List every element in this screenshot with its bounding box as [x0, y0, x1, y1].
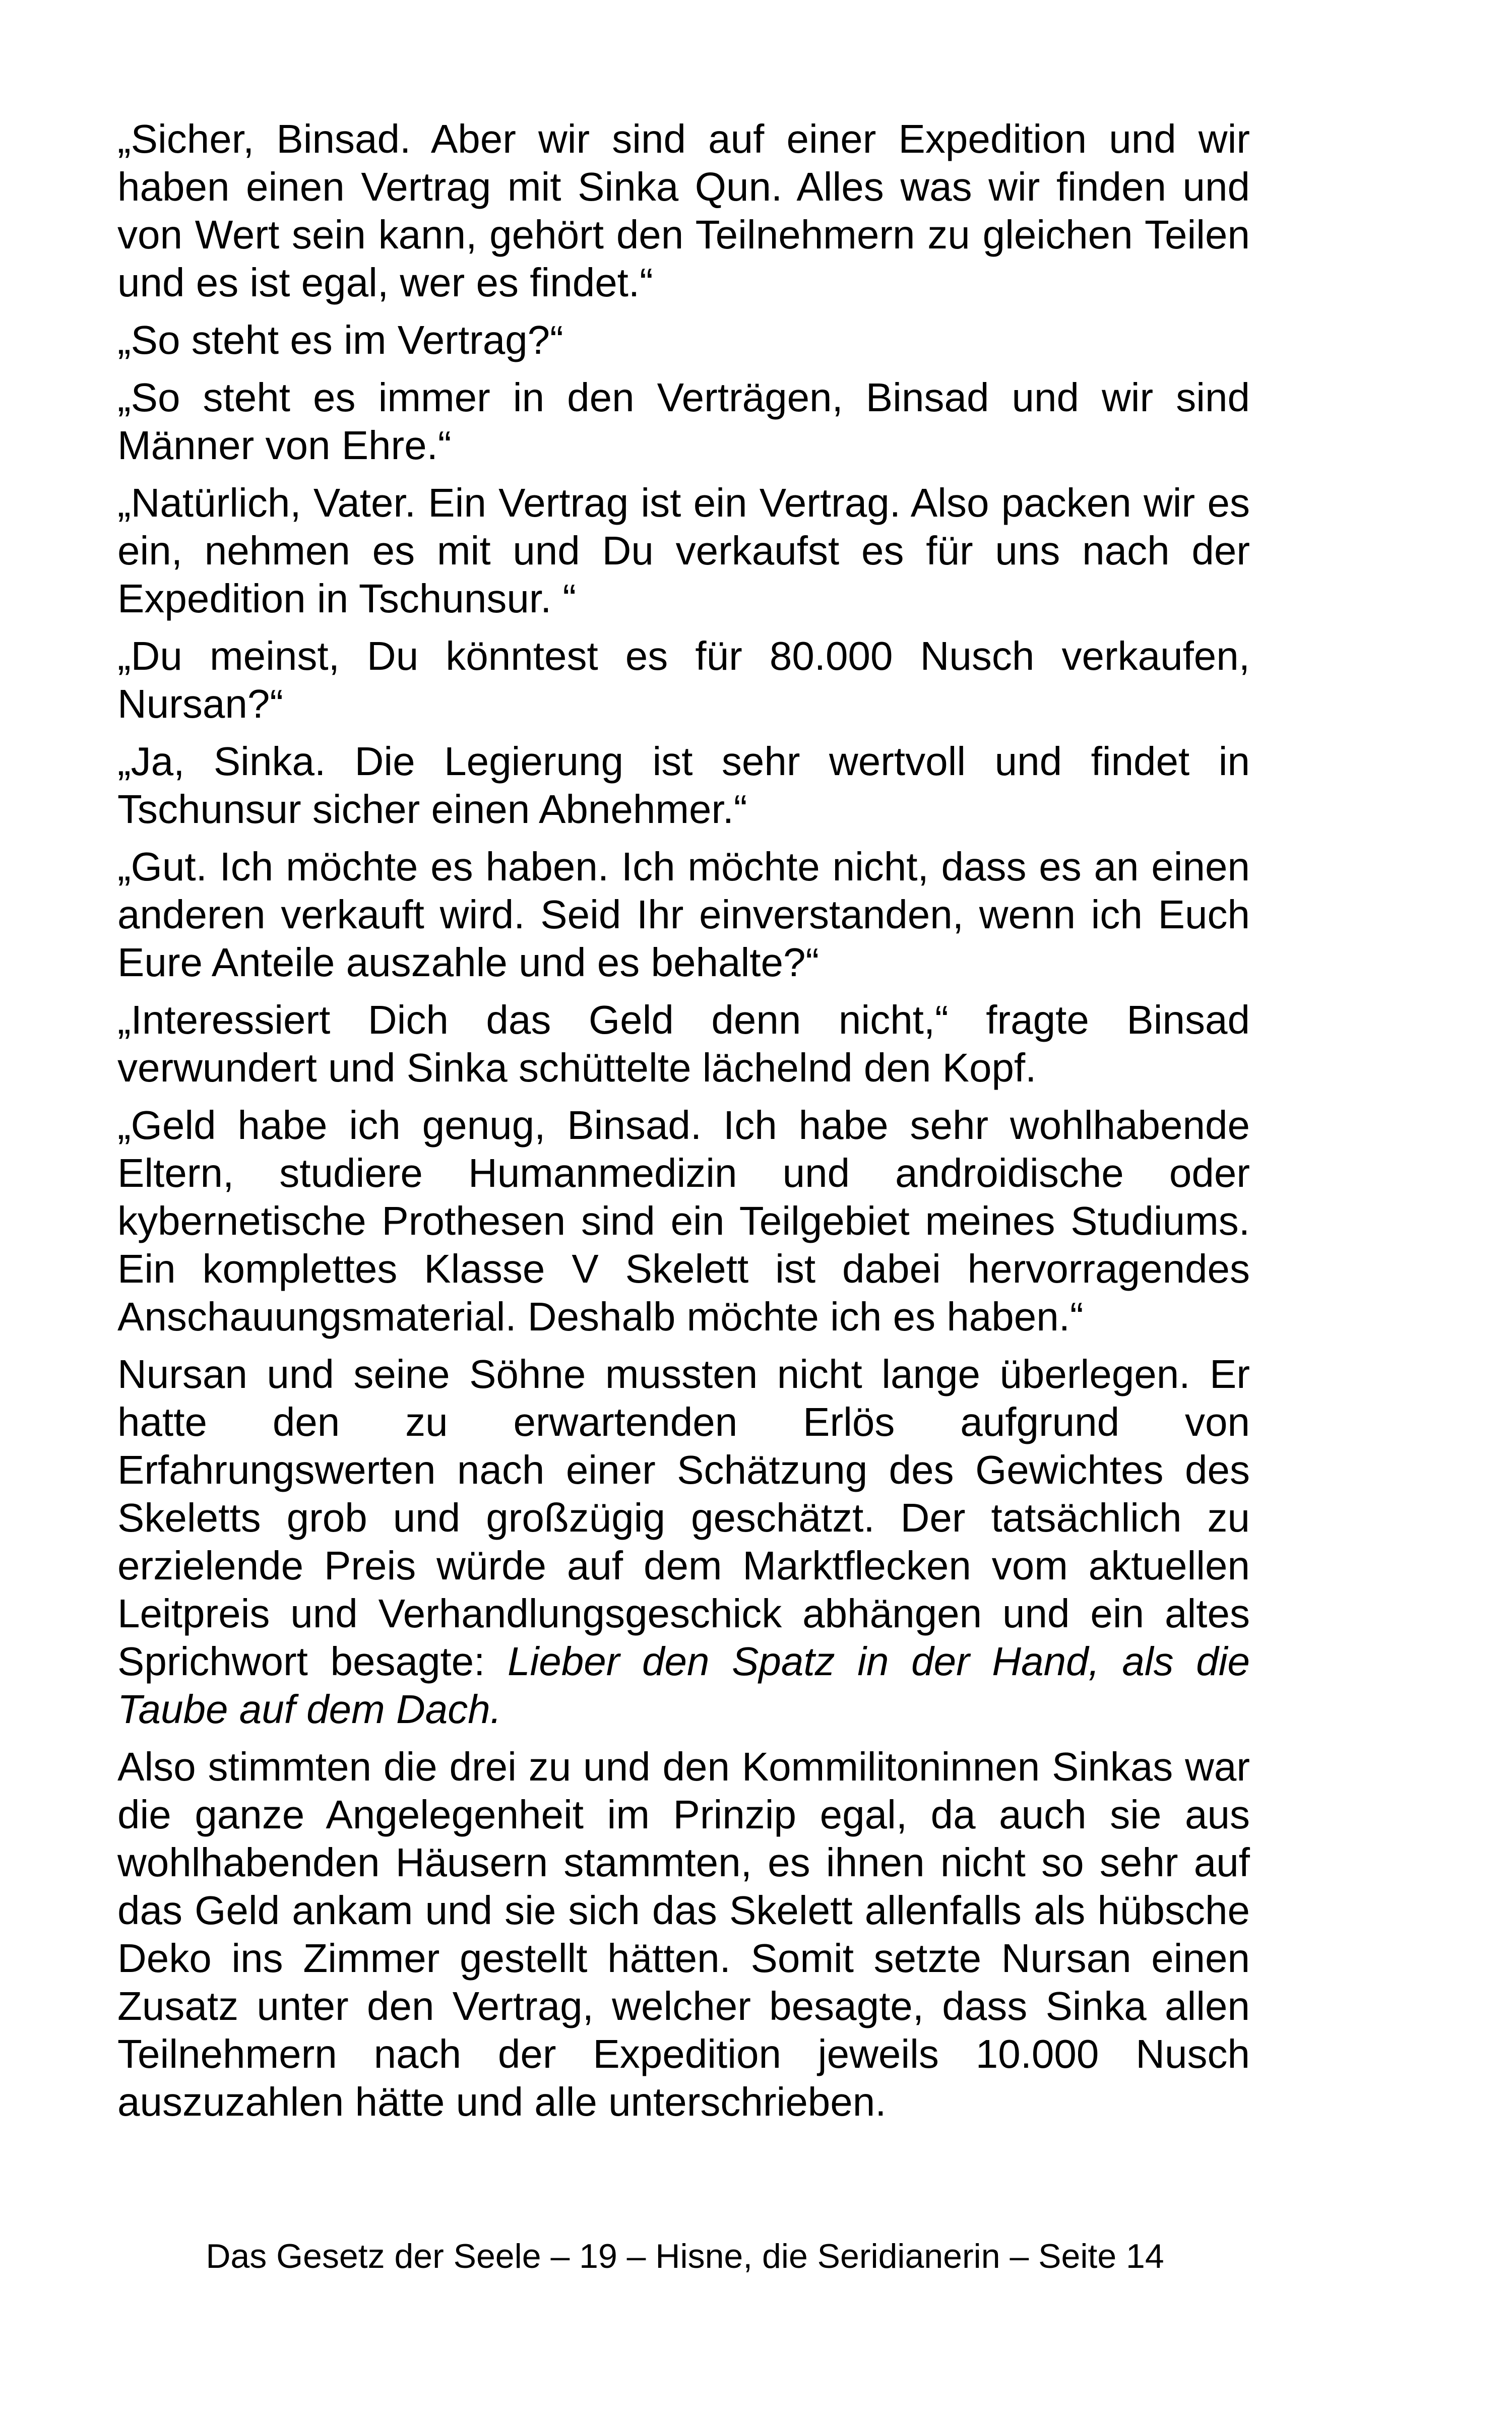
paragraph-3: „So steht es immer in den Verträgen, Binsad und wir sind Männer von Ehre.“: [117, 375, 1250, 468]
paragraph-9: „Geld habe ich genug, Binsad. Ich habe sehr wohlhabende Eltern, studiere Humanmedizin und androidische oder kybernetische Prothesen sind ein Teilgebiet meines Studiums. Ein komplettes Klasse V Skelett ist dabei hervorragendes Anschauungsmaterial. Deshalb möchte ich es haben.“: [117, 1103, 1250, 1339]
paragraph-6: „Ja, Sinka. Die Legierung ist sehr wertvoll und findet in Tschunsur sicher einen Abnehmer.“: [117, 739, 1250, 832]
proverb-italic: Lieber den Spatz in der Hand, als die Taube auf dem Dach.: [117, 1639, 1250, 1732]
paragraph-7: „Gut. Ich möchte es haben. Ich möchte nicht, dass es an einen anderen verkauft wird. Seid Ihr einverstanden, wenn ich Euch Eure Anteile auszahle und es behalte?“: [117, 844, 1250, 985]
paragraph-11: Also stimmten die drei zu und den Kommilitoninnen Sinkas war die ganze Angelegenheit im Prinzip egal, da auch sie aus wohlhabenden Häusern stammten, es ihnen nicht so sehr auf das Geld ankam und sie sich das Skelett allenfalls als hübsche Deko ins Zimmer gestellt hätten. Somit setzte Nursan einen Zusatz unter den Vertrag, welcher besagte, dass Sinka allen Teilnehmern nach der Expedition jeweils 10.000 Nusch auszuzahlen hätte und alle unterschrieben.: [117, 1744, 1250, 2124]
paragraph-10: [117, 1350, 1250, 1733]
paragraph-2: „So steht es im Vertrag?“: [117, 317, 563, 362]
paragraph-5: „Du meinst, Du könntest es für 80.000 Nusch verkaufen, Nursan?“: [117, 633, 1250, 726]
paragraph-1: „Sicher, Binsad. Aber wir sind auf einer Expedition und wir haben einen Vertrag mit Sinka Qun. Alles was wir finden und von Wert sein kann, gehört den Teilnehmern zu gleichen Teilen und es ist egal, wer es findet.“: [117, 116, 1250, 305]
paragraph-10-text: Nursan und seine Söhne mussten nicht lange überlegen. Er hatte den zu erwartenden Erlös aufgrund von Erfahrungswerten nach einer Schätzung des Gewichtes des Skeletts grob und großzügig geschätzt. Der tatsächlich zu erzielende Preis würde auf dem Marktflecken vom aktuellen Leitpreis und Verhandlungsgeschick abhängen und ein altes Sprichwort besagte:: [117, 1352, 1250, 1684]
paragraph-8: „Interessiert Dich das Geld denn nicht,“ fragte Binsad verwundert und Sinka schüttelte lächelnd den Kopf.: [117, 997, 1250, 1090]
body-text: [117, 115, 1250, 2135]
paragraph-4: „Natürlich, Vater. Ein Vertrag ist ein Vertrag. Also packen wir es ein, nehmen es mit und Du verkaufst es für uns nach der Expedition in Tschunsur. “: [117, 480, 1250, 621]
page-footer: Das Gesetz der Seele – 19 – Hisne, die Seridianerin – Seite 14: [206, 2237, 1164, 2275]
